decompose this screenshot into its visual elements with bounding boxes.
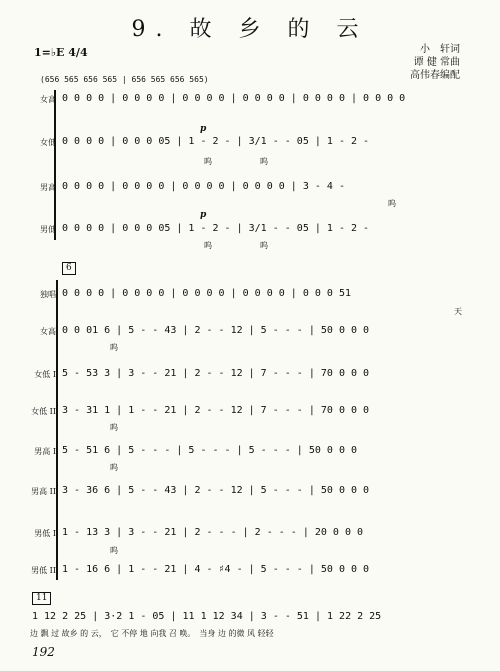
s2-notes: 0 0 0 0 | 0 0 0 0 | 0 0 0 0 | 0 0 0 0 | 0 0 0 51 <box>62 288 351 299</box>
s2-part-label: 女低 I <box>34 370 56 379</box>
s2-staff-row <box>62 405 472 419</box>
s1-lyric: 呜 呜 <box>204 157 268 166</box>
song-title: 9. 故 乡 的 云 <box>131 17 369 42</box>
s1-lyric: 呜 <box>388 199 396 208</box>
credit-composer: 谭 健 常曲 <box>413 57 460 68</box>
s2-notes: 1 - 13 3 | 3 - - 21 | 2 - - - | 2 - - - | 20 0 0 0 <box>62 527 364 538</box>
intro-phrase: (656 565 656 565 | 656 565 656 565) <box>40 75 209 84</box>
s2-lyric: 呜 <box>110 463 118 472</box>
s1-part-label: 男高 <box>40 183 56 192</box>
rehearsal-mark: 11 <box>32 592 51 605</box>
s1-notes: 0 0 0 0 | 0 0 0 0 | 0 0 0 0 | 0 0 0 0 | 3 - 4 - <box>62 181 345 192</box>
s2-staff-row <box>62 527 472 541</box>
s2-staff-row <box>62 368 472 382</box>
s1-part-label: 女高 <box>40 95 56 104</box>
s2-staff-row <box>62 564 472 578</box>
s1-notes: 0 0 0 0 | 0 0 0 05 | 1 - 2 - | 3/1 - - 05 | 1 - 2 - <box>62 223 370 234</box>
s1-part-label: 男低 <box>40 225 56 234</box>
s1-notes: 0 0 0 0 | 0 0 0 0 | 0 0 0 0 | 0 0 0 0 | 0 0 0 0 | 0 0 0 0 <box>62 93 406 104</box>
s2-part-label: 男高 II <box>31 487 56 496</box>
dynamic-marking: p <box>200 210 207 220</box>
s2-part-label: 女高 <box>40 327 56 336</box>
s2-part-label: 男低 II <box>31 566 56 575</box>
s2-staff-row <box>62 325 472 339</box>
s2-notes: 3 - 31 1 | 1 - - 21 | 2 - - 12 | 7 - - - | 70 0 0 0 <box>62 405 370 416</box>
s3-staff-row <box>32 611 472 625</box>
s2-lyric: 呜 <box>110 343 118 352</box>
s2-staff-row <box>62 288 472 302</box>
s2-notes: 3 - 36 6 | 5 - - 43 | 2 - - 12 | 5 - - - | 50 0 0 0 <box>62 485 370 496</box>
s2-part-label: 独唱 <box>40 290 56 299</box>
key-signature: 1=♭E 4/4 <box>34 46 88 59</box>
s2-staff-row <box>62 445 472 459</box>
s2-lyric: 天 <box>454 307 462 316</box>
s2-lyric: 呜 <box>110 423 118 432</box>
dynamic-marking: p <box>200 124 207 134</box>
s2-notes: 5 - 53 3 | 3 - - 21 | 2 - - 12 | 7 - - - | 70 0 0 0 <box>62 368 370 379</box>
s2-notes: 0 0 01 6 | 5 - - 43 | 2 - - 12 | 5 - - - | 50 0 0 0 <box>62 325 370 336</box>
s2-notes: 5 - 51 6 | 5 - - - | 5 - - - | 5 - - - | 50 0 0 0 <box>62 445 358 456</box>
s3-notes: 1 12 2 25 | 3·2 1 - 05 | 11 1 12 34 | 3 - - 51 | 1 22 2 25 <box>32 611 382 622</box>
s1-part-label: 女低 <box>40 138 56 147</box>
s2-part-label: 女低 II <box>31 407 56 416</box>
s1-lyric: 呜 呜 <box>204 241 268 250</box>
s2-lyric: 呜 <box>110 546 118 555</box>
page-number: 192 <box>32 645 55 659</box>
s1-staff-row <box>62 181 472 195</box>
rehearsal-mark: 6 <box>62 262 76 275</box>
s2-staff-row <box>62 485 472 499</box>
s1-notes: 0 0 0 0 | 0 0 0 05 | 1 - 2 - | 3/1 - - 05 | 1 - 2 - <box>62 136 370 147</box>
s2-part-label: 男高 I <box>34 447 56 456</box>
section2-bracket <box>56 280 58 580</box>
s2-notes: 1 - 16 6 | 1 - - 21 | 4 - ♯4 - | 5 - - - | 50 0 0 0 <box>62 564 370 575</box>
s1-staff-row <box>62 136 472 150</box>
credit-arranger: 高伟春编配 <box>410 70 460 81</box>
s1-staff-row <box>62 93 472 107</box>
s2-part-label: 男低 I <box>34 529 56 538</box>
s1-staff-row <box>62 223 472 237</box>
section1-bracket <box>54 90 56 240</box>
s3-lyric: 边 飘 过 故乡 的 云， 它 不停 地 向我 召 唤。 当身 边 的微 风 轻轻 <box>30 629 274 638</box>
credit-lyricist: 小 轩词 <box>420 44 460 55</box>
